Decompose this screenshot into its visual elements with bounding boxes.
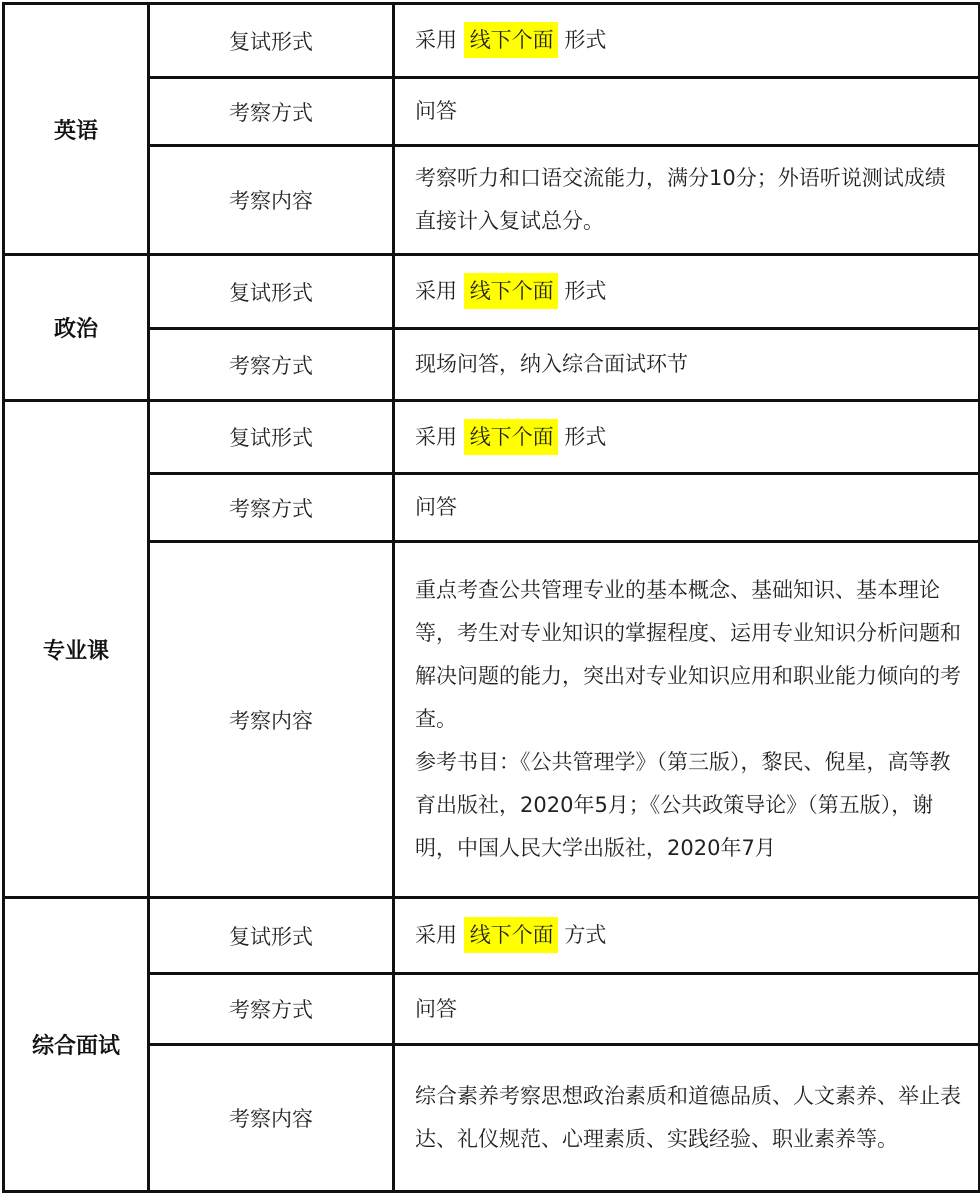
row-label: 考察内容 — [149, 1045, 394, 1192]
row-label: 考察方式 — [149, 78, 394, 146]
table-row — [4, 4, 980, 78]
row-label: 复试形式 — [149, 255, 394, 329]
row-content — [394, 898, 980, 974]
row-label: 考察方式 — [149, 974, 394, 1045]
row-content — [394, 542, 980, 898]
subject-cell-english: 英语 — [4, 4, 149, 255]
row-content — [394, 4, 980, 78]
table-row — [4, 974, 980, 1045]
subject-cell-comprehensive-interview: 综合面试 — [4, 898, 149, 1192]
reference-books: 参考书目：《公共管理学》（第三版），黎民、倪星，高等教育出版社，2020年5月；《公共政策导论》（第五版），谢明，中国人民大学出版社，2020年7月 — [415, 750, 951, 860]
table-row — [4, 1045, 980, 1192]
content-prefix: 采用 — [415, 279, 457, 303]
content-suffix: 方式 — [564, 923, 607, 947]
row-label: 考察方式 — [149, 329, 394, 401]
row-content: 问答 — [394, 474, 980, 542]
row-content — [394, 255, 980, 329]
table-row — [4, 146, 980, 255]
highlighted-text: 线下个面 — [464, 419, 558, 455]
content-prefix: 采用 — [415, 424, 457, 449]
row-label: 复试形式 — [149, 401, 394, 474]
row-content: 问答 — [394, 78, 980, 146]
row-label: 复试形式 — [149, 4, 394, 78]
highlighted-text: 线下个面 — [464, 22, 558, 58]
table-row — [4, 474, 980, 542]
row-content: 考察听力和口语交流能力，满分10分；外语听说测试成绩直接计入复试总分。 — [394, 146, 980, 255]
row-content: 现场问答，纳入综合面试环节 — [394, 329, 980, 401]
content-suffix: 形式 — [564, 28, 607, 52]
subject-cell-major-course: 专业课 — [4, 401, 149, 898]
row-content: 综合素养考察思想政治素质和道德品质、人文素养、举止表达、礼仪规范、心理素质、实践经验、职业素养等。 — [394, 1045, 980, 1192]
row-content: 问答 — [394, 974, 980, 1045]
table-row — [4, 255, 980, 329]
content-prefix: 采用 — [415, 923, 457, 947]
table-row — [4, 329, 980, 401]
row-label: 考察内容 — [149, 146, 394, 255]
table-row — [4, 898, 980, 974]
table-row — [4, 401, 980, 474]
row-content — [394, 401, 980, 474]
table-row — [4, 78, 980, 146]
row-label: 复试形式 — [149, 898, 394, 974]
content-prefix: 采用 — [415, 28, 457, 52]
subject-cell-politics: 政治 — [4, 255, 149, 401]
exam-requirements-table — [2, 2, 980, 1193]
content-suffix: 形式 — [564, 279, 607, 303]
highlighted-text: 线下个面 — [464, 273, 558, 309]
content-suffix: 形式 — [564, 424, 607, 449]
row-label: 考察内容 — [149, 542, 394, 898]
content-paragraph: 重点考查公共管理专业的基本概念、基础知识、基本理论等，考生对专业知识的掌握程度、运用专业知识分析问题和解决问题的能力，突出对专业知识应用和职业能力倾向的考查。 — [415, 578, 961, 731]
highlighted-text: 线下个面 — [464, 917, 558, 953]
row-label: 考察方式 — [149, 474, 394, 542]
table-row — [4, 542, 980, 898]
